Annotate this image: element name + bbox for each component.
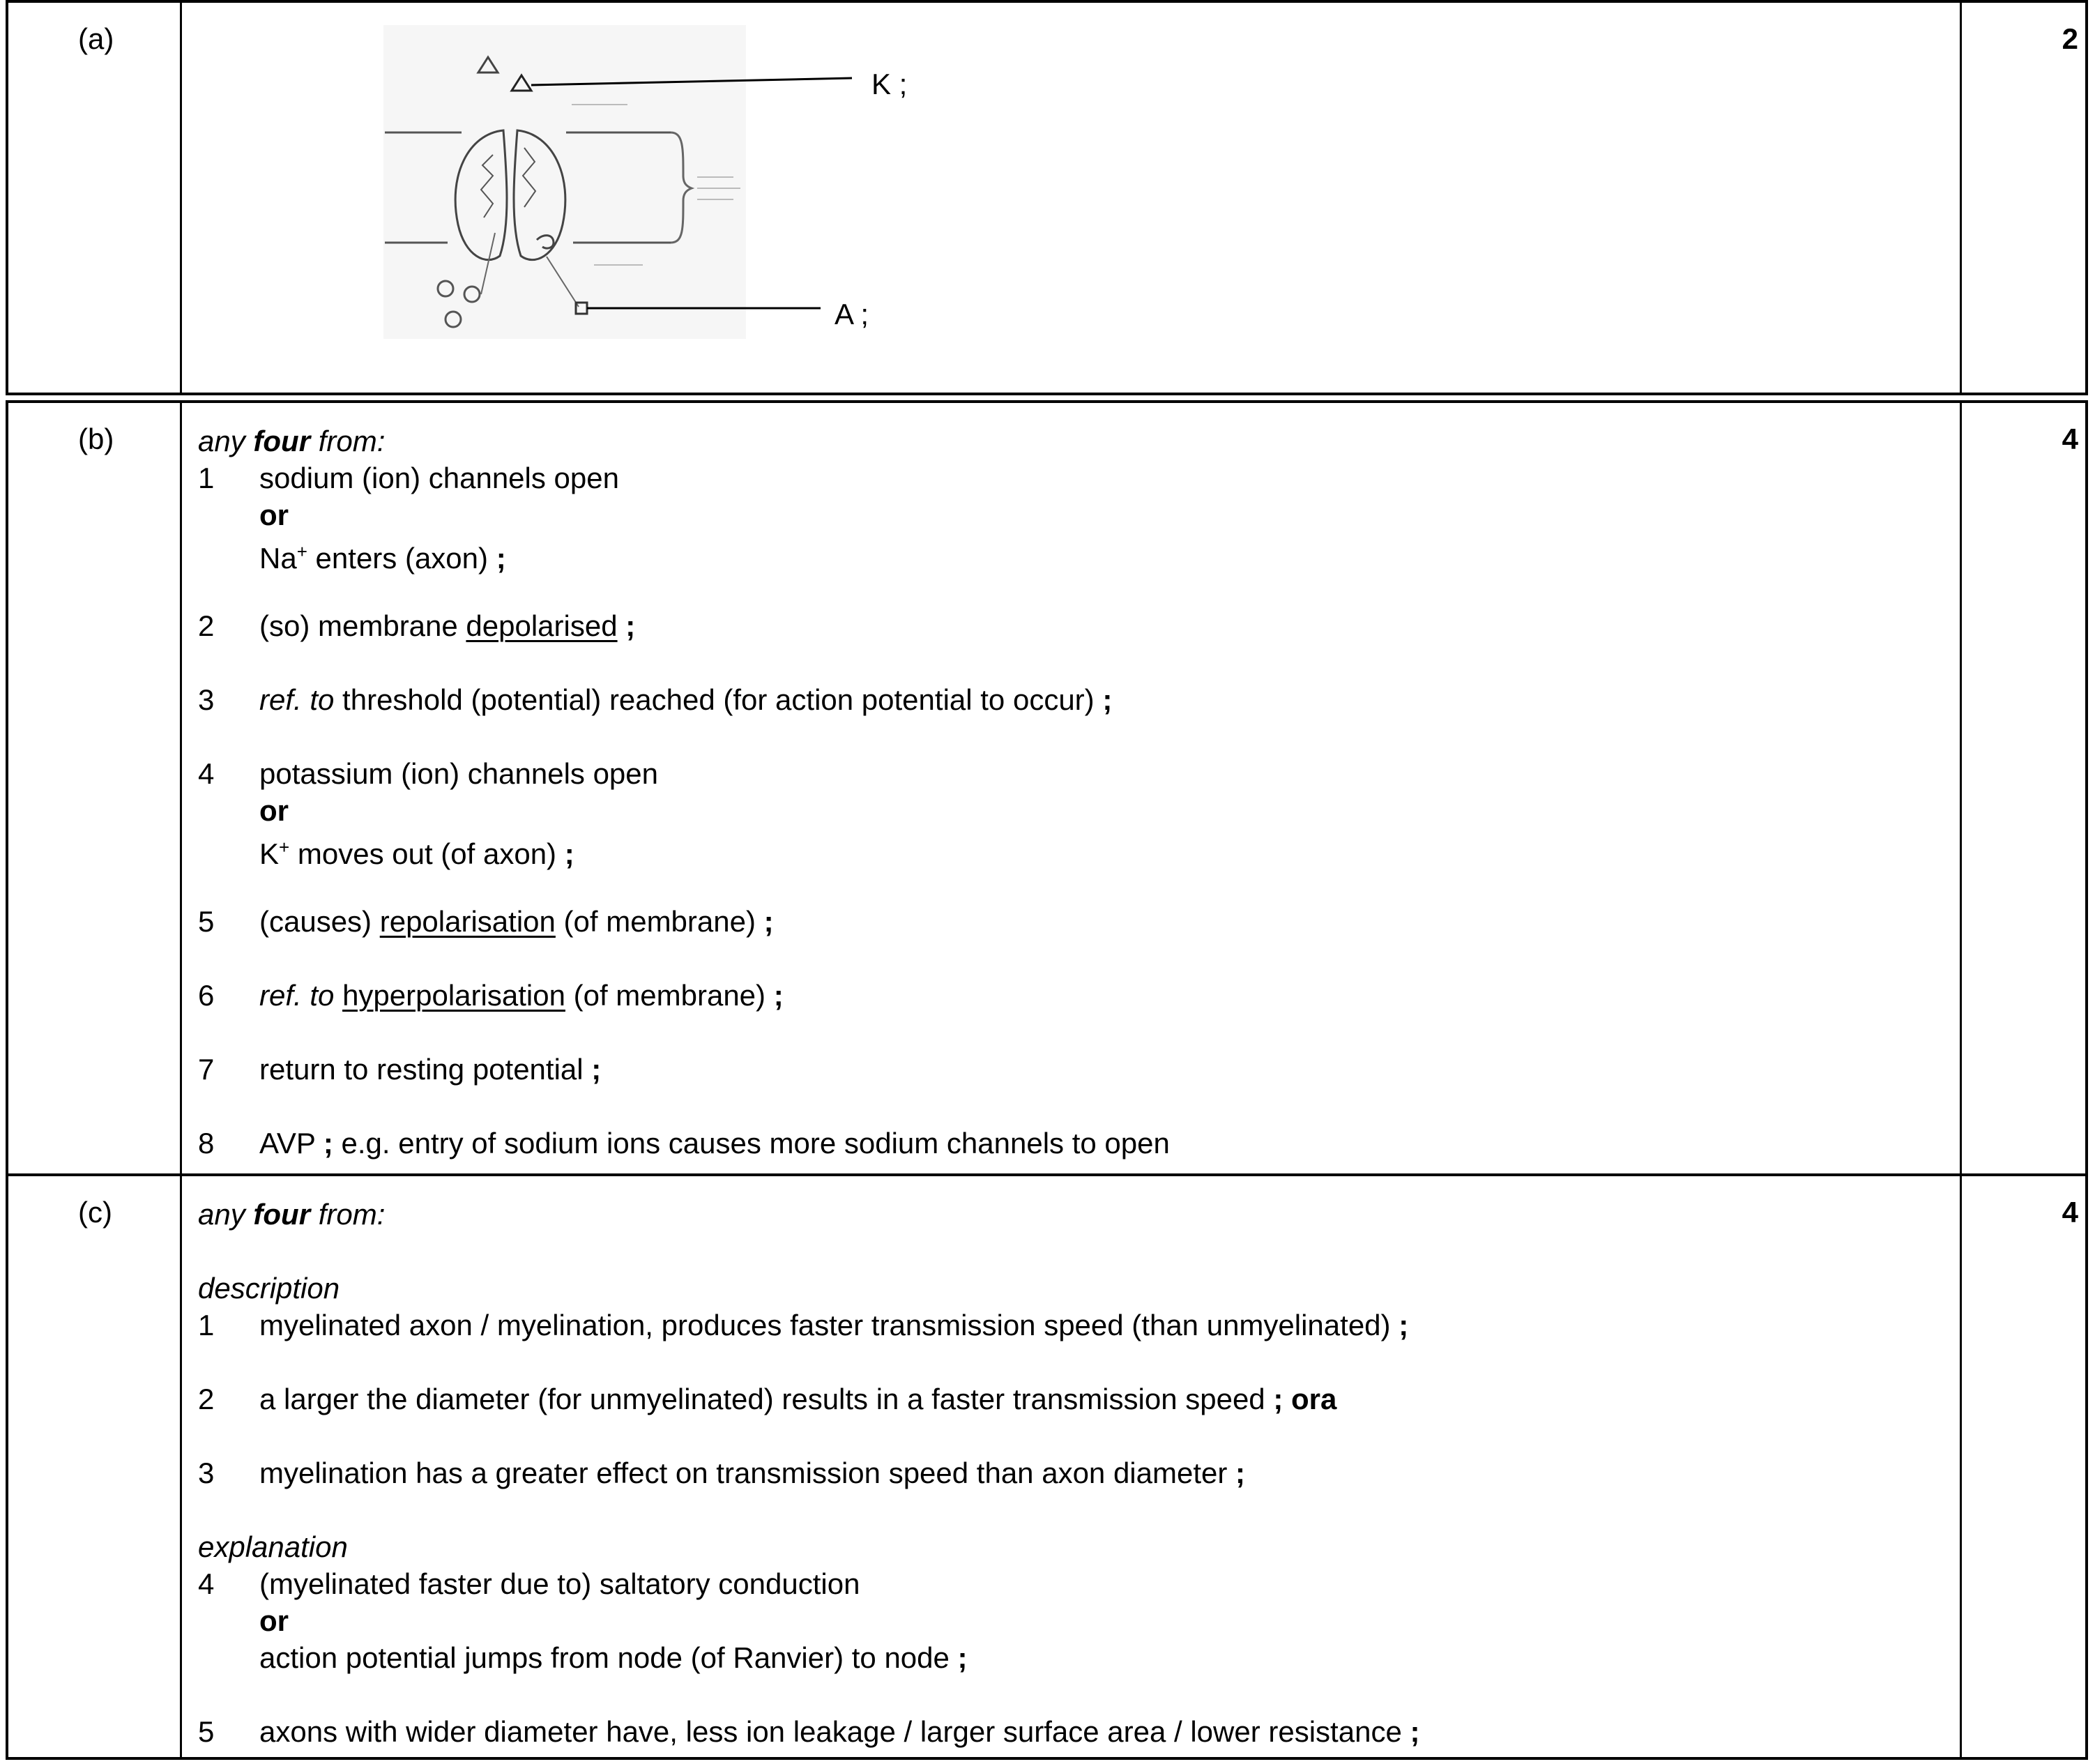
- column-divider: [180, 403, 182, 1173]
- point-4-alt: action potential jumps from node (of Ranvier) to node ;: [259, 1641, 968, 1674]
- or-connector: or: [259, 499, 289, 531]
- intro-line: any four from:: [198, 1198, 386, 1231]
- section-label: (b): [78, 423, 114, 455]
- point-3: 3 ref. to threshold (potential) reached (for action potential to occur) ;: [198, 683, 1113, 716]
- point-5: 5 (causes) repolarisation (of membrane) ;: [198, 905, 774, 938]
- mark-scheme-content: [198, 1196, 1941, 1750]
- section-label: (c): [78, 1196, 112, 1229]
- point-6: 6 ref. to hyperpolarisation (of membrane) ;: [198, 979, 784, 1012]
- label-k: K ;: [871, 68, 908, 100]
- intro-line: any four from:: [198, 425, 386, 457]
- column-divider: [1960, 1176, 1962, 1757]
- point-1: 1 myelinated axon / myelination, produces faster transmission speed (than unmyelinated) ;: [198, 1309, 1409, 1341]
- label-a: A ;: [835, 298, 869, 330]
- mark-value: 2: [2062, 22, 2078, 55]
- point-7: 7 return to resting potential ;: [198, 1053, 602, 1086]
- point-1-alt: Na+ enters (axon) ;: [259, 541, 506, 575]
- mark-scheme-content: [198, 423, 1941, 1162]
- column-divider: [1960, 3, 1962, 393]
- column-divider: [1960, 403, 1962, 1173]
- point-4: 4 potassium (ion) channels open: [198, 757, 659, 790]
- ion-channel-diagram: [364, 15, 991, 350]
- point-2: 2 a larger the diameter (for unmyelinated) results in a faster transmission speed ; ora: [198, 1383, 1337, 1415]
- mark-value: 4: [2062, 1196, 2078, 1229]
- point-4-alt: K+ moves out (of axon) ;: [259, 837, 574, 870]
- section-b-row: [6, 400, 2088, 1176]
- column-divider: [180, 1176, 182, 1757]
- section-label: (a): [78, 22, 114, 55]
- subheading-description: description: [198, 1272, 340, 1305]
- or-connector: or: [259, 794, 289, 827]
- or-connector: or: [259, 1604, 289, 1637]
- subheading-explanation: explanation: [198, 1530, 348, 1563]
- section-c-row: [6, 1173, 2088, 1760]
- point-1: 1 sodium (ion) channels open: [198, 462, 619, 494]
- point-4: 4 (myelinated faster due to) saltatory conduction: [198, 1567, 860, 1600]
- point-3: 3 myelination has a greater effect on transmission speed than axon diameter ;: [198, 1457, 1246, 1489]
- point-2: 2 (so) membrane depolarised ;: [198, 609, 636, 642]
- mark-value: 4: [2062, 423, 2078, 455]
- section-a-row: [6, 0, 2088, 395]
- point-5: 5 axons with wider diameter have, less ion leakage / larger surface area / lower resistance ;: [198, 1715, 1420, 1748]
- column-divider: [180, 3, 182, 393]
- point-8: 8 AVP ; e.g. entry of sodium ions causes more sodium channels to open: [198, 1127, 1170, 1159]
